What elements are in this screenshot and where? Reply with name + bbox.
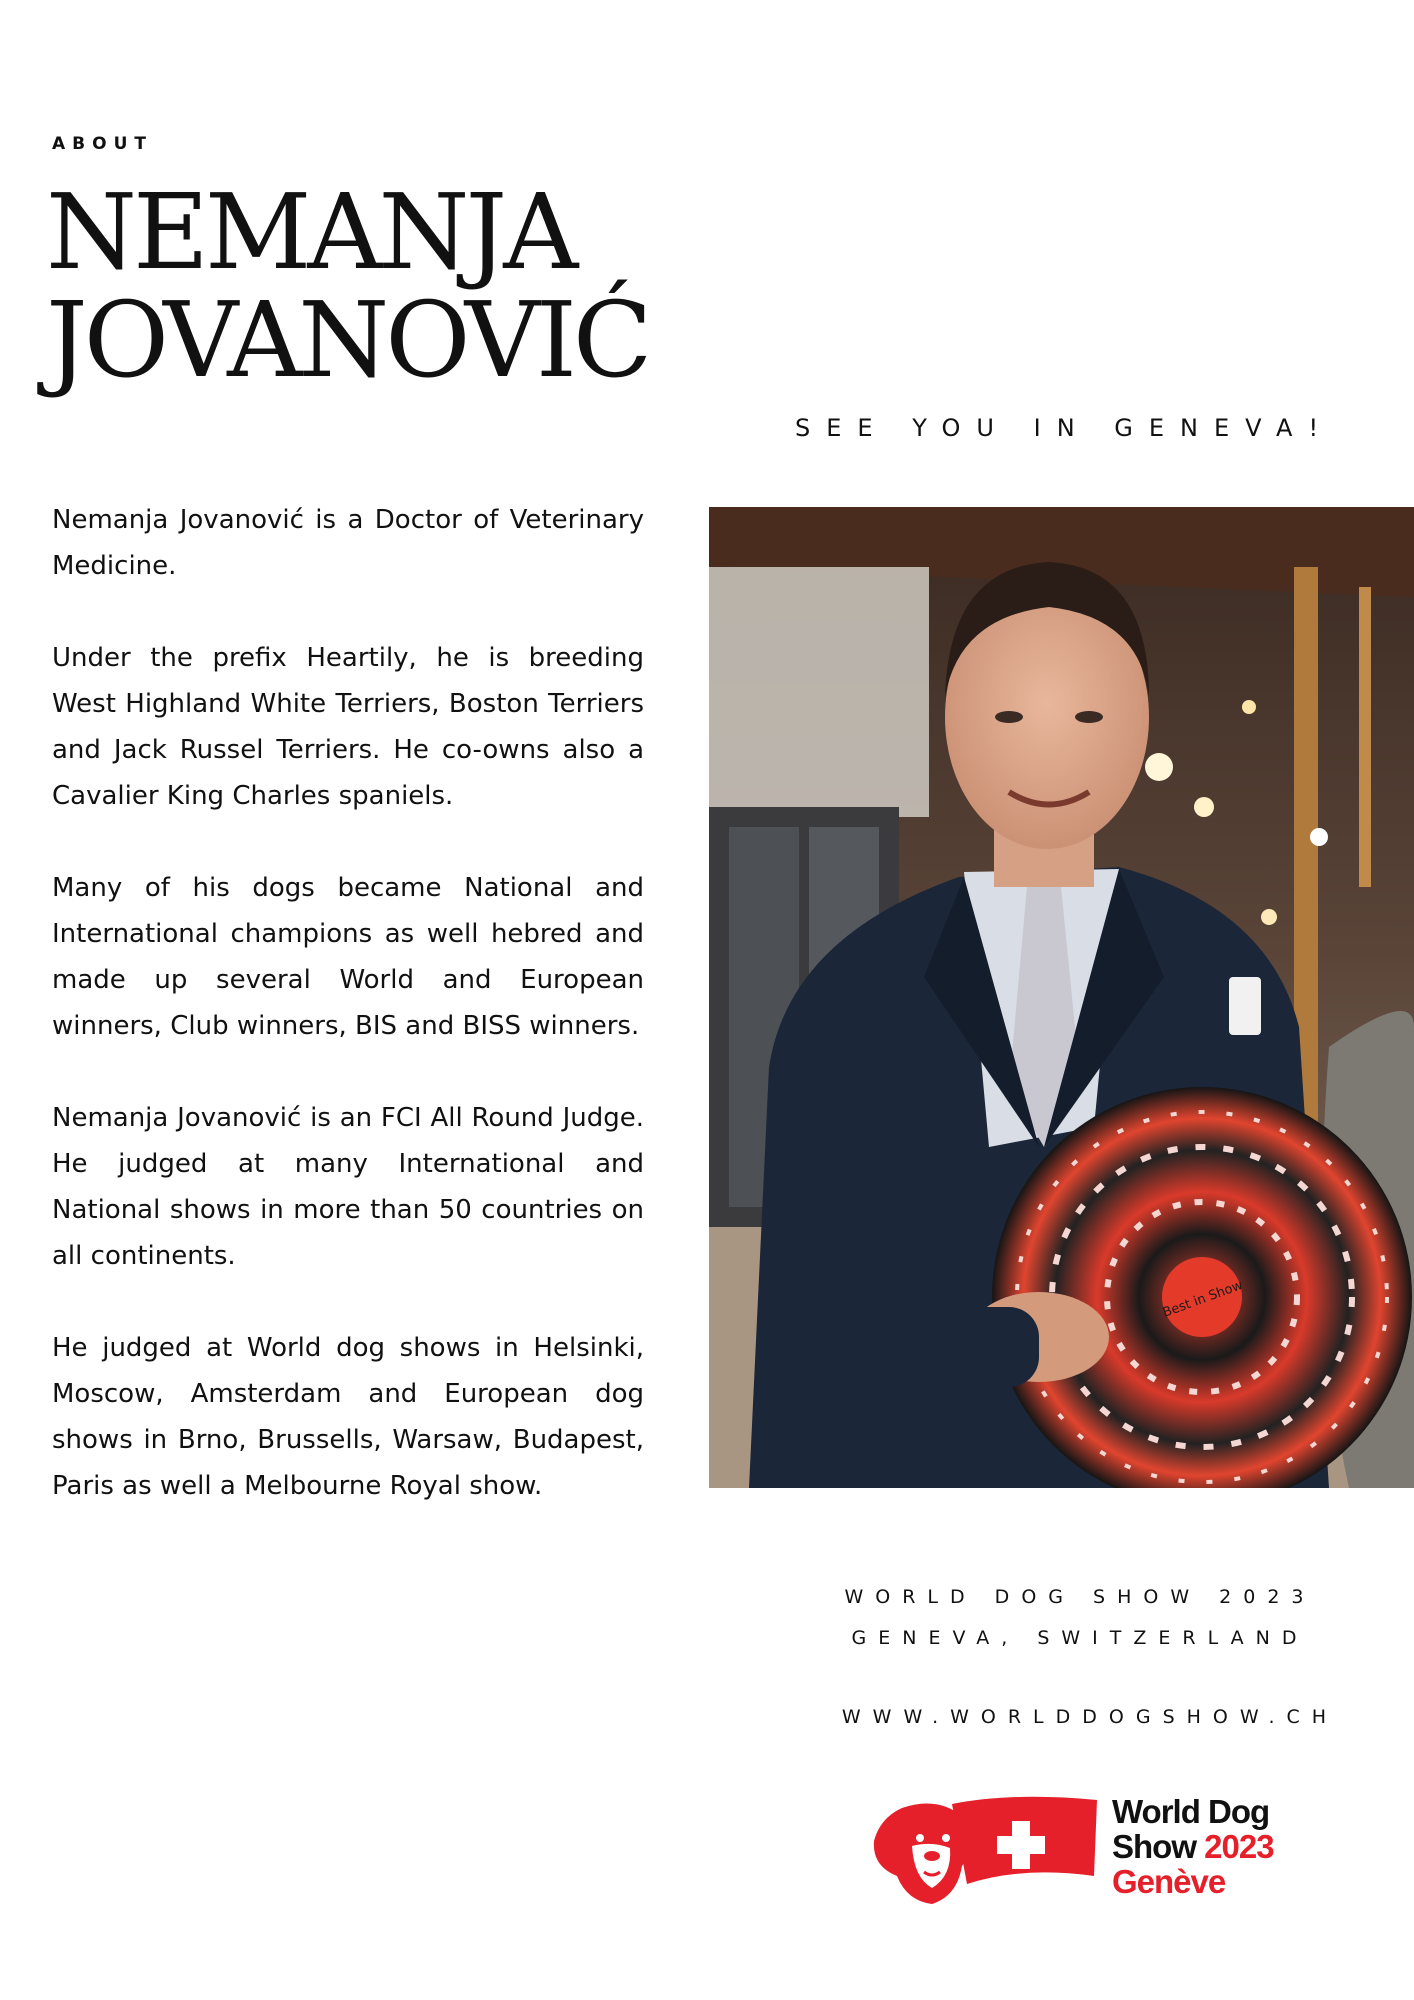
bio-paragraph: Nemanja Jovanović is an FCI All Round Judge. He judged at many International and National shows in more than 50 countries on all continents. (52, 1103, 644, 1271)
bio-paragraph: Many of his dogs became National and International champions as well hebred and made up several World and European winners, Club winners, BIS and BISS winners. (52, 873, 644, 1041)
tagline: SEE YOU IN GENEVA! (795, 414, 1335, 442)
page-title (46, 171, 649, 401)
event-location: GENEVA, SWITZERLAND (851, 1627, 1309, 1649)
logo-year: 2023 (1204, 1828, 1274, 1865)
name-line-last: JOVANOVIĆ (46, 279, 649, 401)
event-name: WORLD DOG SHOW 2023 (844, 1586, 1316, 1608)
judge-photo (709, 507, 1414, 1488)
saint-bernard-swiss-flag-icon (862, 1786, 1102, 1906)
world-dog-show-logo (862, 1786, 1322, 1906)
logo-line-show-year (1112, 1829, 1274, 1864)
logo-line-world-dog: World Dog (1112, 1793, 1270, 1830)
bio-paragraph: Nemanja Jovanović is a Doctor of Veterinary Medicine. (52, 505, 644, 581)
bio-text (52, 497, 644, 1555)
event-website-link[interactable]: WWW.WORLDDOGSHOW.CH (841, 1706, 1339, 1728)
rosette-label: Best in Show (1160, 1277, 1245, 1321)
eyebrow-about: ABOUT (52, 134, 153, 154)
name-line-first: NEMANJA (46, 171, 575, 293)
logo-wordmark (1112, 1794, 1274, 1899)
logo-show-word: Show (1112, 1828, 1196, 1865)
bio-paragraph: Under the prefix Heartily, he is breeding West Highland White Terriers, Boston Terriers and Jack Russel Terriers. He co-owns also a Cavalier King Charles spaniels. (52, 643, 644, 811)
logo-line-geneve: Genève (1112, 1863, 1226, 1900)
bio-paragraph: He judged at World dog shows in Helsinki, Moscow, Amsterdam and European dog shows in Brno, Brussells, Warsaw, Budapest, Paris as well a Melbourne Royal show. (52, 1333, 644, 1501)
